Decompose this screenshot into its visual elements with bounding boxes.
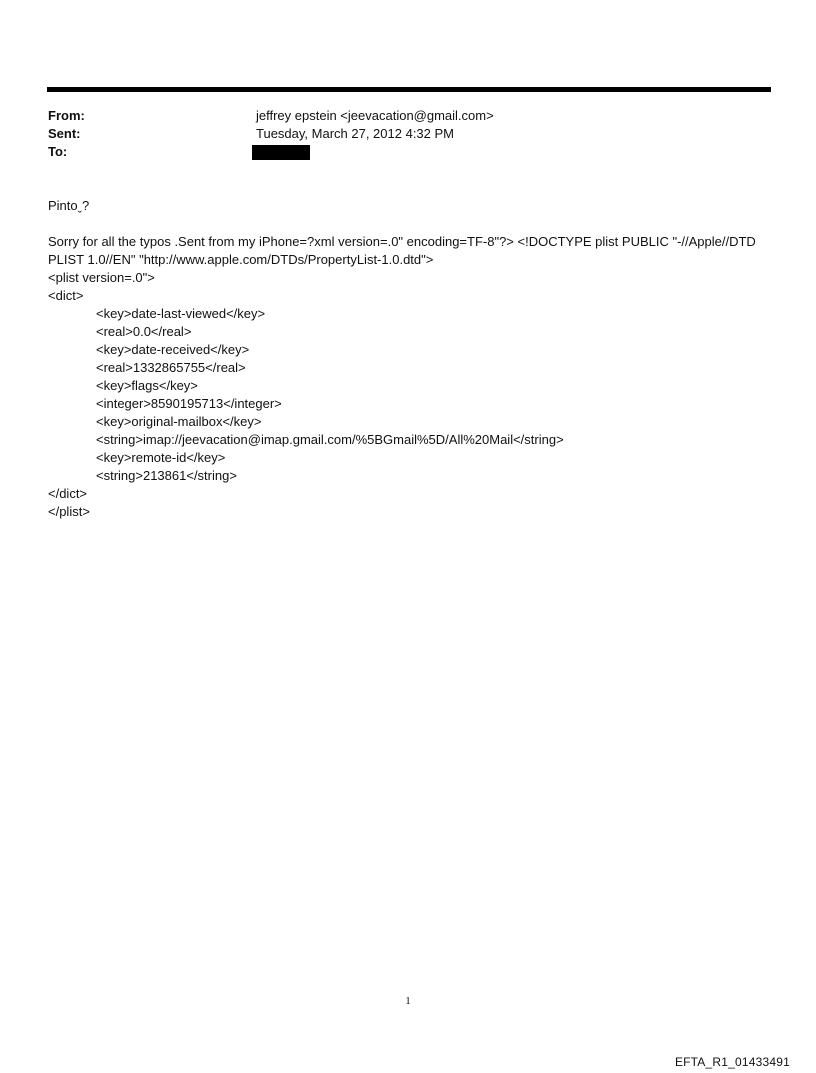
dict-close-line: </dict> — [48, 486, 88, 501]
xml-entry-line: <string>imap://jeevacation@imap.gmail.com/%5BGmail%5D/All%20Mail</string> — [96, 432, 564, 447]
xml-entry-line: <string>213861</string> — [96, 468, 237, 483]
dict-open-line: <dict> — [48, 288, 84, 303]
xml-entry-line: <key>flags</key> — [96, 378, 198, 393]
plist-close-line: </plist> — [48, 504, 90, 519]
plist-open-line: <plist version=.0"> — [48, 270, 155, 285]
from-value: jeffrey epstein <jeevacation@gmail.com> — [256, 108, 494, 123]
sent-label: Sent: — [48, 126, 81, 141]
document-id: EFTA_R1_01433491 — [674, 1055, 790, 1069]
xml-entry-line: <real>0.0</real> — [96, 324, 192, 339]
xml-entry-line: <key>original-mailbox</key> — [96, 414, 262, 429]
sent-value: Tuesday, March 27, 2012 4:32 PM — [256, 126, 454, 141]
to-row — [48, 143, 768, 161]
from-row — [48, 107, 768, 125]
email-header — [48, 107, 768, 161]
intro-paragraph: Sorry for all the typos .Sent from my iPhone=?xml version=.0" encoding=TF-8"?> <!DOCTYPE plist PUBLIC "-//Apple//DTD PLIST 1.0//EN" "http://www.apple.com/DTDs/PropertyList-1.0.dtd"> — [48, 234, 760, 267]
xml-entry-line: <real>1332865755</real> — [96, 360, 246, 375]
header-divider — [47, 87, 771, 92]
to-label: To: — [48, 144, 68, 159]
xml-entry-line: <key>date-last-viewed</key> — [96, 306, 266, 321]
redaction-box — [252, 145, 310, 160]
xml-entry-line: <key>remote-id</key> — [96, 450, 226, 465]
email-body — [48, 197, 773, 521]
from-label: From: — [48, 108, 85, 123]
xml-entry-line: <integer>8590195713</integer> — [96, 396, 282, 411]
xml-entry-line: <key>date-received</key> — [96, 342, 250, 357]
greeting-line: Pintoˬ? — [48, 198, 90, 213]
page-number: 1 — [405, 995, 411, 1007]
sent-row — [48, 125, 768, 143]
